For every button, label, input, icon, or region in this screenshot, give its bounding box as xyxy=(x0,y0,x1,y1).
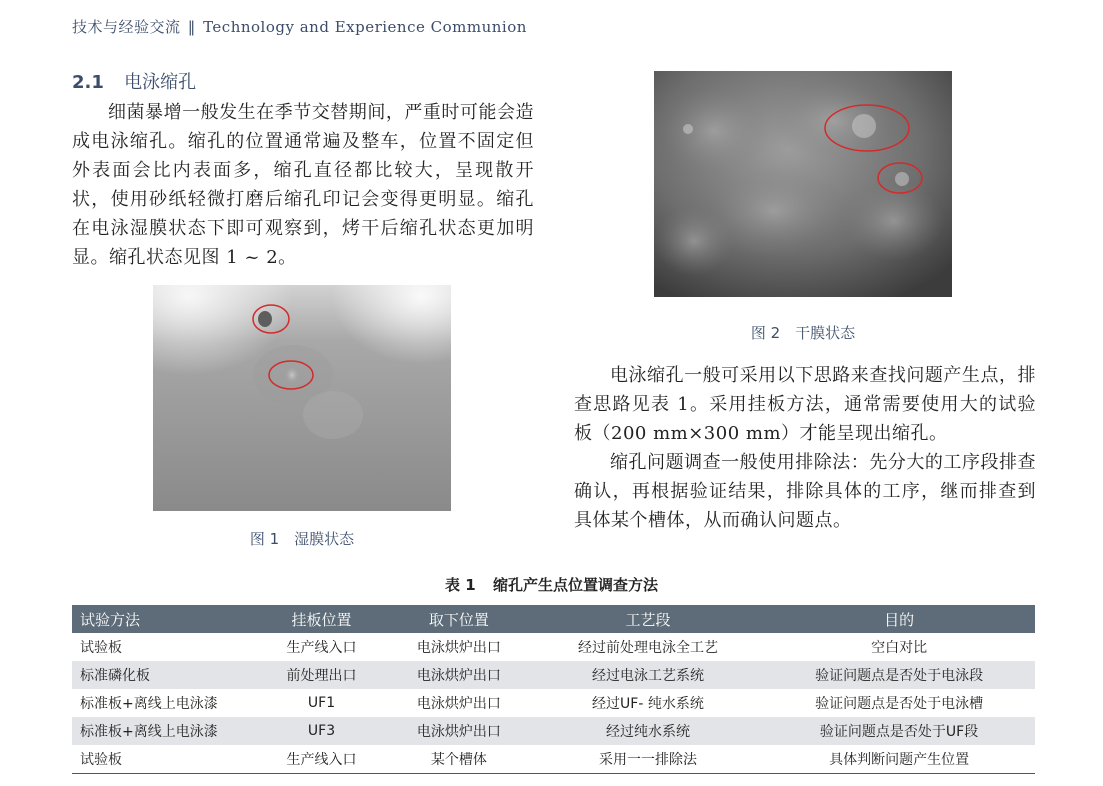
crater-defect-1 xyxy=(258,311,272,327)
table-cell: 标准磷化板 xyxy=(72,661,258,689)
table-cell: 空白对比 xyxy=(871,640,928,656)
table-label: 表 1 xyxy=(445,576,476,594)
table-cell: 某个槽体 xyxy=(385,745,533,774)
running-head xyxy=(72,16,527,37)
section-title: 电泳缩孔 xyxy=(124,72,197,93)
right-column-text xyxy=(574,361,1036,535)
table-cell: 前处理出口 xyxy=(258,661,385,689)
table-cell: 电泳烘炉出口 xyxy=(385,661,533,689)
figure-2-caption: 图 2 干膜状态 xyxy=(750,324,856,342)
column-header: 目的 xyxy=(763,605,1035,633)
figure-1-image xyxy=(153,285,451,511)
table-cell: 生产线入口 xyxy=(258,745,385,774)
crater-defect-2 xyxy=(895,172,909,186)
running-head-separator: ‖ xyxy=(187,18,196,36)
table-cell: 电泳烘炉出口 xyxy=(385,717,533,745)
table-row xyxy=(72,633,1035,661)
table-cell: 电泳烘炉出口 xyxy=(416,640,501,656)
table-cell: 生产线入口 xyxy=(286,640,357,656)
table-cell: 验证问题点是否处于电泳槽 xyxy=(815,696,984,712)
table-cell: 具体判断问题产生位置 xyxy=(763,745,1035,774)
running-head-column: 技术与经验交流 xyxy=(72,18,181,36)
figure-1-photo xyxy=(153,285,451,511)
section-number: 2.1 xyxy=(72,72,104,93)
figure-2-image xyxy=(654,71,952,297)
column-header: 试验方法 xyxy=(72,605,258,633)
table-row xyxy=(72,717,1035,745)
figure-1-caption: 图 1 湿膜状态 xyxy=(249,530,355,548)
table-cell: 经过纯水系统 xyxy=(533,717,763,745)
table-row xyxy=(72,689,1035,717)
section-heading xyxy=(72,68,534,94)
table-cell: 标准板+离线上电泳漆 xyxy=(72,717,258,745)
table-cell: 经过电泳工艺系统 xyxy=(533,661,763,689)
column-header: 工艺段 xyxy=(533,605,763,633)
paragraph-elimination: 缩孔问题调查一般使用排除法：先分大的工序段排查确认，再根据验证结果，排除具体的工序，继而排查到具体某个槽体，从而确认问题点。 xyxy=(574,452,1036,531)
table-cell: 试验板 xyxy=(80,640,122,656)
column-header: 挂板位置 xyxy=(258,605,385,633)
table-cell: 验证问题点是否处于电泳段 xyxy=(763,661,1035,689)
section-paragraph: 细菌暴增一般发生在季节交替期间，严重时可能会造成电泳缩孔。缩孔的位置通常遍及整车，位置不固定但外表面会比内表面多，缩孔直径都比较大，呈现散开状，使用砂纸轻微打磨后缩孔印记会变得更明显。缩孔在电泳湿膜状态下即可观察到，烤干后缩孔状态更加明显。缩孔状态见图 1 ~ 2。 xyxy=(72,102,534,268)
figure-2-photo xyxy=(654,71,952,297)
crater-defect-2 xyxy=(284,366,300,384)
running-head-english: Technology and Experience Communion xyxy=(203,18,527,36)
table-cell: 经过UF- 纯水系统 xyxy=(592,696,704,712)
table-cell: UF3 xyxy=(258,717,385,745)
table-cell: UF1 xyxy=(307,695,336,711)
investigation-table xyxy=(72,605,1035,774)
table-row xyxy=(72,745,1035,774)
table-header-row xyxy=(72,605,1035,633)
table-cell: 试验板 xyxy=(72,745,258,774)
table-cell: 验证问题点是否处于UF段 xyxy=(763,717,1035,745)
table-cell: 电泳烘炉出口 xyxy=(416,696,501,712)
table-title: 缩孔产生点位置调查方法 xyxy=(492,576,658,594)
crater-defect-1 xyxy=(852,114,876,138)
table-row xyxy=(72,661,1035,689)
column-header: 取下位置 xyxy=(385,605,533,633)
paragraph-approach: 电泳缩孔一般可采用以下思路来查找问题产生点，排查思路见表 1。采用挂板方法，通常需要使用大的试验板（200 mm×300 mm）才能呈现出缩孔。 xyxy=(574,365,1036,444)
table-cell: 经过前处理电泳全工艺 xyxy=(577,640,718,656)
table-caption xyxy=(0,574,1103,595)
table-cell: 标准板+离线上电泳漆 xyxy=(80,696,218,712)
section-2-1 xyxy=(72,68,534,272)
table-cell: 采用一一排除法 xyxy=(533,745,763,774)
